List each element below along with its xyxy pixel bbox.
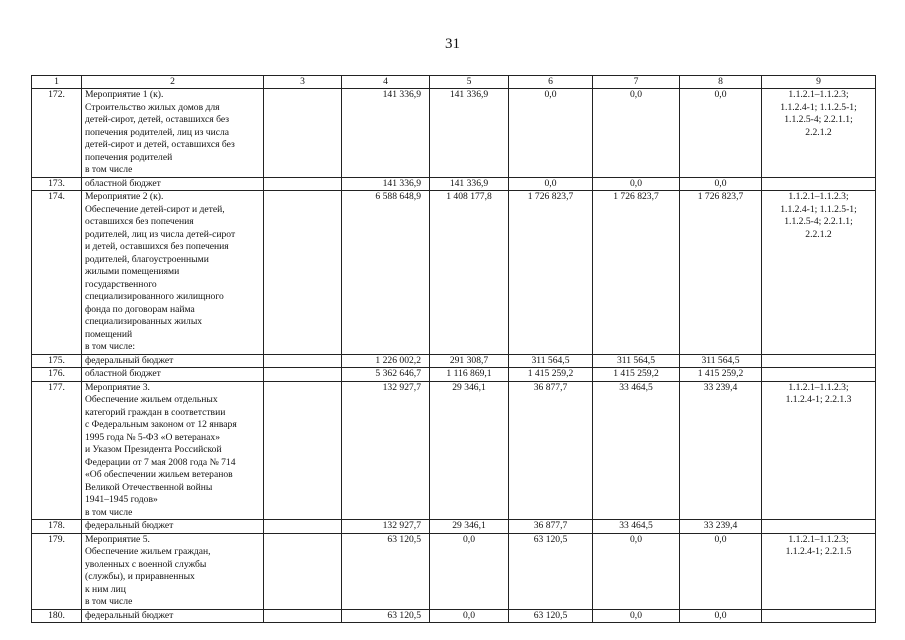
row-description [82,89,264,178]
description-line: к ним лиц [85,583,126,595]
column-6-value: 63 120,5 [509,609,593,623]
description-line: фонда по договорам найма [85,303,195,315]
description-line: Обеспечение жильем граждан, [85,546,211,557]
column-header: 5 [430,76,509,89]
column-number-row [32,76,876,89]
row-number: 178. [32,520,82,534]
table-row [32,191,876,355]
column-header: 3 [264,76,342,89]
reference-line: 1.1.2.4-1; 2.2.1.3 [785,394,852,405]
description-line: 1995 года № 5-ФЗ «О ветеранах» [85,431,221,443]
row-description [82,533,264,609]
column-5-value: 291 308,7 [430,354,509,368]
row-description [82,368,264,382]
program-references [762,609,876,623]
column-3-cell [264,368,342,382]
description-line: попечения родителей [85,151,173,163]
description-line: категорий граждан в соответствии [85,406,226,418]
description-line: областной бюджет [85,368,161,379]
description-line: Федерации от 7 мая 2008 года № 714 [85,456,236,468]
table-row [32,381,876,520]
column-7-value: 311 564,5 [593,354,680,368]
column-7-value: 0,0 [593,89,680,178]
column-6-value: 0,0 [509,89,593,178]
description-line: помещений [85,328,133,340]
description-line: жилыми помещениями [85,266,180,277]
program-references [762,520,876,534]
description-line: родителей, лиц из числа детей-сирот [85,228,236,240]
description-line: оставшихся без попечения [85,216,194,227]
description-line: Строительство жилых домов для [85,101,220,113]
column-8-value: 1 415 259,2 [680,368,762,382]
reference-line: 1.1.2.5-4; 2.2.1.1; [784,216,853,227]
description-line: в том числе [85,506,133,518]
description-line: и детей, оставшихся без попечения [85,241,229,252]
row-description [82,609,264,623]
budget-table [31,75,876,623]
column-6-value: 36 877,7 [509,381,593,520]
program-references [762,177,876,191]
column-8-value: 33 239,4 [680,381,762,520]
column-5-value: 1 408 177,8 [430,191,509,355]
reference-line: 1.1.2.1–1.1.2.3; [788,533,849,545]
description-line: специализированных жилых [85,316,203,327]
column-3-cell [264,520,342,534]
table-row [32,368,876,382]
column-4-value: 141 336,9 [342,177,430,191]
column-6-value: 36 877,7 [509,520,593,534]
row-description [82,177,264,191]
reference-line: 2.2.1.2 [805,228,832,240]
reference-line: 1.1.2.1–1.1.2.3; [788,89,849,100]
column-header: 4 [342,76,430,89]
column-8-value: 0,0 [680,609,762,623]
row-number: 176. [32,368,82,382]
row-number: 177. [32,381,82,520]
column-4-value: 132 927,7 [342,520,430,534]
column-5-value: 29 346,1 [430,520,509,534]
program-references [762,381,876,520]
column-header: 1 [32,76,82,89]
column-7-value: 0,0 [593,609,680,623]
description-line: Мероприятие 2 (к). [85,191,164,202]
description-line: с Федеральным законом от 12 января [85,419,237,430]
program-references [762,191,876,355]
description-line: Великой Отечественной войны [85,481,213,493]
description-line: (службы), и приравненных [85,571,195,582]
description-line: детей-сирот, детей, оставшихся без [85,114,229,125]
column-3-cell [264,381,342,520]
row-number: 173. [32,177,82,191]
description-line: федеральный бюджет [85,354,174,366]
column-4-value: 141 336,9 [342,89,430,178]
column-3-cell [264,533,342,609]
description-line: Мероприятие 3. [85,381,150,393]
table-row [32,520,876,534]
row-description [82,381,264,520]
column-7-value: 33 464,5 [593,520,680,534]
row-description [82,354,264,368]
row-description [82,191,264,355]
column-8-value: 311 564,5 [680,354,762,368]
table-row [32,533,876,609]
column-4-value: 1 226 002,2 [342,354,430,368]
description-line: попечения родителей, лиц из числа [85,126,230,138]
description-line: Обеспечение жильем отдельных [85,394,218,405]
column-6-value: 63 120,5 [509,533,593,609]
column-4-value: 63 120,5 [342,609,430,623]
column-5-value: 0,0 [430,609,509,623]
reference-line: 1.1.2.4-1; 2.2.1.5 [785,546,852,557]
description-line: государственного [85,278,157,290]
description-line: федеральный бюджет [85,609,174,621]
table-row [32,354,876,368]
column-6-value: 1 415 259,2 [509,368,593,382]
reference-line: 1.1.2.4-1; 1.1.2.5-1; [780,203,857,215]
column-3-cell [264,191,342,355]
column-5-value: 0,0 [430,533,509,609]
column-header: 7 [593,76,680,89]
row-number: 172. [32,89,82,178]
column-5-value: 141 336,9 [430,177,509,191]
description-line: специализированного жилищного [85,291,224,302]
row-description [82,520,264,534]
program-references [762,368,876,382]
column-3-cell [264,354,342,368]
column-5-value: 141 336,9 [430,89,509,178]
column-5-value: 1 116 869,1 [430,368,509,382]
program-references [762,89,876,178]
table-row [32,89,876,178]
row-number: 179. [32,533,82,609]
description-line: «Об обеспечении жильем ветеранов [85,469,233,480]
column-8-value: 33 239,4 [680,520,762,534]
row-number: 180. [32,609,82,623]
column-8-value: 0,0 [680,533,762,609]
column-6-value: 1 726 823,7 [509,191,593,355]
row-number: 174. [32,191,82,355]
description-line: областной бюджет [85,177,161,189]
row-number: 175. [32,354,82,368]
description-line: детей-сирот и детей, оставшихся без [85,139,235,150]
description-line: федеральный бюджет [85,520,174,531]
column-8-value: 0,0 [680,177,762,191]
column-header: 9 [762,76,876,89]
column-8-value: 1 726 823,7 [680,191,762,355]
column-6-value: 0,0 [509,177,593,191]
column-header: 2 [82,76,264,89]
column-3-cell [264,609,342,623]
column-7-value: 0,0 [593,533,680,609]
description-line: Мероприятие 1 (к). [85,89,164,100]
table-row [32,609,876,623]
table-row [32,177,876,191]
column-header: 6 [509,76,593,89]
description-line: родителей, благоустроенными [85,253,209,265]
description-line: уволенных с военной службы [85,558,207,570]
column-4-value: 132 927,7 [342,381,430,520]
description-line: Мероприятие 5. [85,533,150,545]
column-7-value: 0,0 [593,177,680,191]
description-line: и Указом Президента Российской [85,444,222,455]
column-4-value: 63 120,5 [342,533,430,609]
description-line: Обеспечение детей-сирот и детей, [85,203,225,215]
reference-line: 1.1.2.1–1.1.2.3; [788,191,849,202]
column-7-value: 1 726 823,7 [593,191,680,355]
column-4-value: 6 588 648,9 [342,191,430,355]
reference-line: 1.1.2.4-1; 1.1.2.5-1; [780,101,857,113]
description-line: в том числе [85,164,133,175]
column-5-value: 29 346,1 [430,381,509,520]
column-3-cell [264,177,342,191]
program-references [762,533,876,609]
column-6-value: 311 564,5 [509,354,593,368]
column-3-cell [264,89,342,178]
column-header: 8 [680,76,762,89]
description-line: в том числе [85,596,133,607]
column-7-value: 33 464,5 [593,381,680,520]
description-line: в том числе: [85,341,136,352]
column-7-value: 1 415 259,2 [593,368,680,382]
page-number: 31 [445,36,460,52]
reference-line: 1.1.2.1–1.1.2.3; [788,381,849,393]
column-8-value: 0,0 [680,89,762,178]
column-4-value: 5 362 646,7 [342,368,430,382]
description-line: 1941–1945 годов» [85,494,158,505]
program-references [762,354,876,368]
reference-line: 1.1.2.5-4; 2.2.1.1; [784,114,853,125]
reference-line: 2.2.1.2 [805,126,832,138]
